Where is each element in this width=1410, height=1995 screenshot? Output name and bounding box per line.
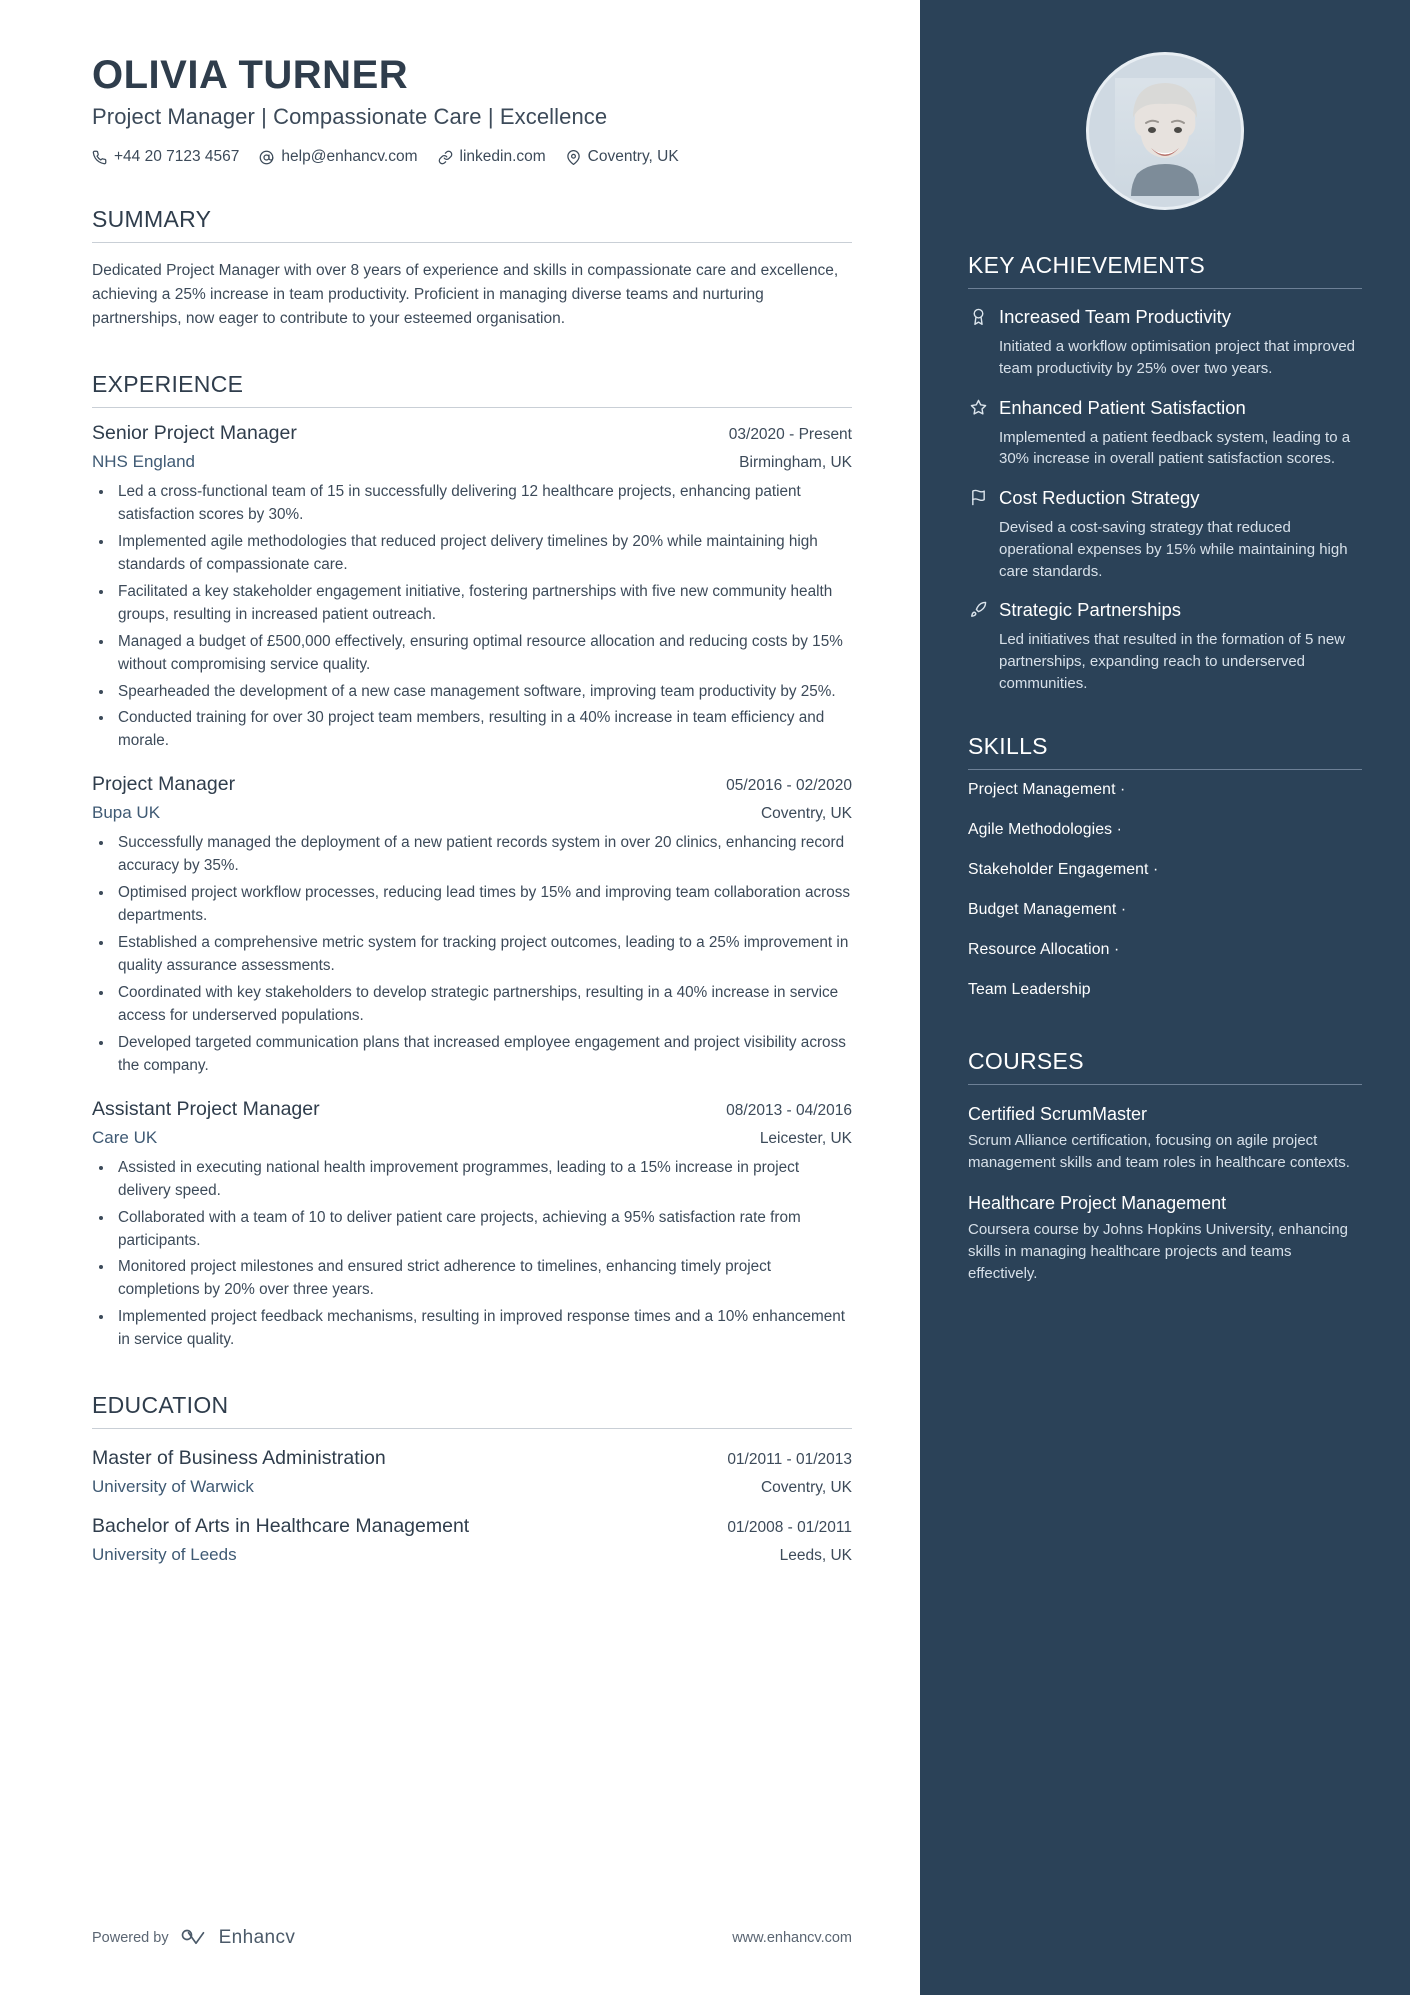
contact-email[interactable] [259,148,417,166]
list-item: • Coordinated with key stakeholders to develop strategic partnerships, resulting in a 40% increase in service access for underserved populations. [114,982,852,1028]
skills-title: SKILLS [968,733,1362,770]
job-date: 03/2020 - Present [728,426,852,444]
list-item: • Optimised project workflow processes, reducing lead times by 15% and improving team collaboration across departments. [114,882,852,928]
school-name: University of Leeds [92,1545,237,1565]
skill-item: Budget Management · [968,900,1127,918]
job-location: Coventry, UK [760,805,852,823]
phone-icon [92,150,107,165]
contact-phone-text: +44 20 7123 4567 [114,148,240,165]
degree-title: Bachelor of Arts in Healthcare Management [92,1515,470,1538]
list-item: • Successfully managed the deployment of a new patient records system in over 20 clinics, enhancing record accuracy by 35%. [114,832,852,878]
page-title: OLIVIA TURNER [92,53,409,97]
contact-link[interactable] [438,148,546,166]
avatar-wrapper [968,52,1362,210]
job-role: Assistant Project Manager [92,1097,320,1120]
degree-date: 01/2011 - 01/2013 [727,1451,852,1469]
award-icon [968,305,988,330]
achievement-title: Cost Reduction Strategy [999,487,1200,508]
job-date: 05/2016 - 02/2020 [726,777,852,795]
experience-title: EXPERIENCE [92,371,852,408]
list-item: • Managed a budget of £500,000 effectively, ensuring optimal resource allocation and reducing costs by 15% without compromising service quality. [114,631,852,677]
school-name: University of Warwick [92,1477,254,1497]
list-item: • Conducted training for over 30 project team members, resulting in a 40% increase in team efficiency and morale. [114,707,852,753]
list-item: • Monitored project milestones and ensured strict adherence to timelines, enhancing timely project completions by 20% over three years. [114,1256,852,1302]
achievement-title: Increased Team Productivity [999,306,1232,327]
education-entry [92,1515,852,1565]
course-title: Healthcare Project Management [968,1192,1227,1213]
degree-date: 01/2008 - 01/2011 [727,1519,852,1537]
achievement-desc: Implemented a patient feedback system, leading to a 30% increase in overall patient satisfaction scores. [999,428,1351,468]
contact-list [92,148,852,166]
skill-item: Team Leadership [968,980,1091,998]
footer-website[interactable]: www.enhancv.com [732,1930,852,1946]
experience-entry [92,422,852,753]
school-location: Leeds, UK [779,1547,852,1565]
summary-text: Dedicated Project Manager with over 8 years of experience and skills in compassionate care and excellence, achieving a 25% increase in team productivity. Proficient in managing diverse teams and nurturing partnerships, now eager to contribute to your esteemed organisation. [92,262,839,328]
contact-email-text: help@enhancv.com [281,148,418,165]
achievement-title: Enhanced Patient Satisfaction [999,396,1246,418]
achievement-item [968,396,1362,471]
list-item: • Implemented agile methodologies that reduced project delivery timelines by 20% while maintaining high standards of compassionate care. [114,531,852,577]
achievement-desc: Devised a cost-saving strategy that reduced operational expenses by 15% while maintaining high care standards. [999,519,1348,580]
brand-name: Enhancv [218,1927,296,1948]
list-item: • Spearheaded the development of a new case management software, improving team productivity by 25%. [114,681,852,704]
job-role: Project Manager [92,773,236,796]
job-company: Care UK [92,1127,158,1147]
list-item: • Led a cross-functional team of 15 in successfully delivering 12 healthcare projects, enhancing patient satisfaction scores by 30%. [114,481,852,527]
achievements-title: KEY ACHIEVEMENTS [968,252,1362,289]
achievement-title: Strategic Partnerships [999,599,1182,621]
job-bullets [114,481,852,753]
course-item [968,1103,1362,1174]
job-bullets [114,832,852,1077]
header [92,52,852,166]
powered-by-block [92,1927,295,1949]
skills-section [968,733,1362,1010]
list-item: • Collaborated with a team of 10 to deliver patient care projects, achieving a 95% satisfaction rate from participants. [114,1207,852,1253]
courses-title: COURSES [968,1048,1362,1085]
achievement-item [968,598,1362,694]
star-icon [968,396,988,421]
list-item: • Facilitated a key stakeholder engagement initiative, fostering partnerships with five new community health groups, resulting in increased patient outreach. [114,581,852,627]
location-icon [566,150,581,165]
course-desc: Scrum Alliance certification, focusing on agile project management skills and team roles in healthcare contexts. [968,1132,1350,1171]
courses-section [968,1048,1362,1285]
sidebar [920,0,1410,1995]
skill-item: Stakeholder Engagement · [968,860,1159,878]
link-icon [438,150,453,165]
email-icon [259,150,274,165]
achievement-desc: Initiated a workflow optimisation project that improved team productivity by 25% over two years. [999,338,1356,377]
contact-location [566,148,679,166]
job-location: Leicester, UK [759,1129,852,1147]
education-section [92,1392,852,1565]
portrait-photo [1115,78,1215,196]
job-bullets [114,1157,852,1353]
contact-location-text: Coventry, UK [587,148,679,165]
achievement-item [968,305,1362,380]
list-item: • Established a comprehensive metric system for tracking project outcomes, leading to a 25% improvement in quality assurance assessments. [114,932,852,978]
flag-icon [968,486,988,511]
course-desc: Coursera course by Johns Hopkins University, enhancing skills in managing healthcare projects and teams effectively. [968,1221,1348,1282]
list-item: • Implemented project feedback mechanisms, resulting in improved response times and a 10% enhancement in service quality. [114,1306,852,1352]
job-company: NHS England [92,452,196,472]
education-entry [92,1447,852,1497]
course-item [968,1192,1362,1285]
achievement-item [968,486,1362,582]
contact-link-text: linkedin.com [459,148,546,165]
contact-phone[interactable] [92,148,239,166]
experience-entry [92,773,852,1077]
school-location: Coventry, UK [760,1479,852,1497]
powered-by-label: Powered by [92,1930,169,1946]
job-company: Bupa UK [92,803,161,823]
achievement-desc: Led initiatives that resulted in the formation of 5 new partnerships, expanding reach to underserved communities. [999,631,1346,692]
list-item: • Developed targeted communication plans that increased employee engagement and project visibility across the company. [114,1032,852,1078]
education-title: EDUCATION [92,1392,852,1429]
skill-item: Project Management · [968,780,1126,798]
job-location: Birmingham, UK [739,454,852,472]
course-title: Certified ScrumMaster [968,1103,1148,1124]
summary-title: SUMMARY [92,206,852,243]
achievements-section [968,252,1362,695]
rocket-icon [968,598,988,623]
infinity-icon [181,1928,211,1948]
experience-entry [92,1098,852,1353]
skill-item: Resource Allocation · [968,940,1120,958]
experience-section [92,371,852,1352]
degree-title: Master of Business Administration [92,1447,386,1470]
summary-section [92,206,852,331]
headline: Project Manager | Compassionate Care | Excellence [92,104,608,129]
job-date: 08/2013 - 04/2016 [726,1101,852,1119]
list-item: • Assisted in executing national health improvement programmes, leading to a 15% increase in project delivery speed. [114,1157,852,1203]
footer [92,1927,852,1949]
enhancv-logo [181,1927,296,1949]
avatar [1086,52,1244,210]
job-role: Senior Project Manager [92,422,297,445]
skill-item: Agile Methodologies · [968,820,1123,838]
